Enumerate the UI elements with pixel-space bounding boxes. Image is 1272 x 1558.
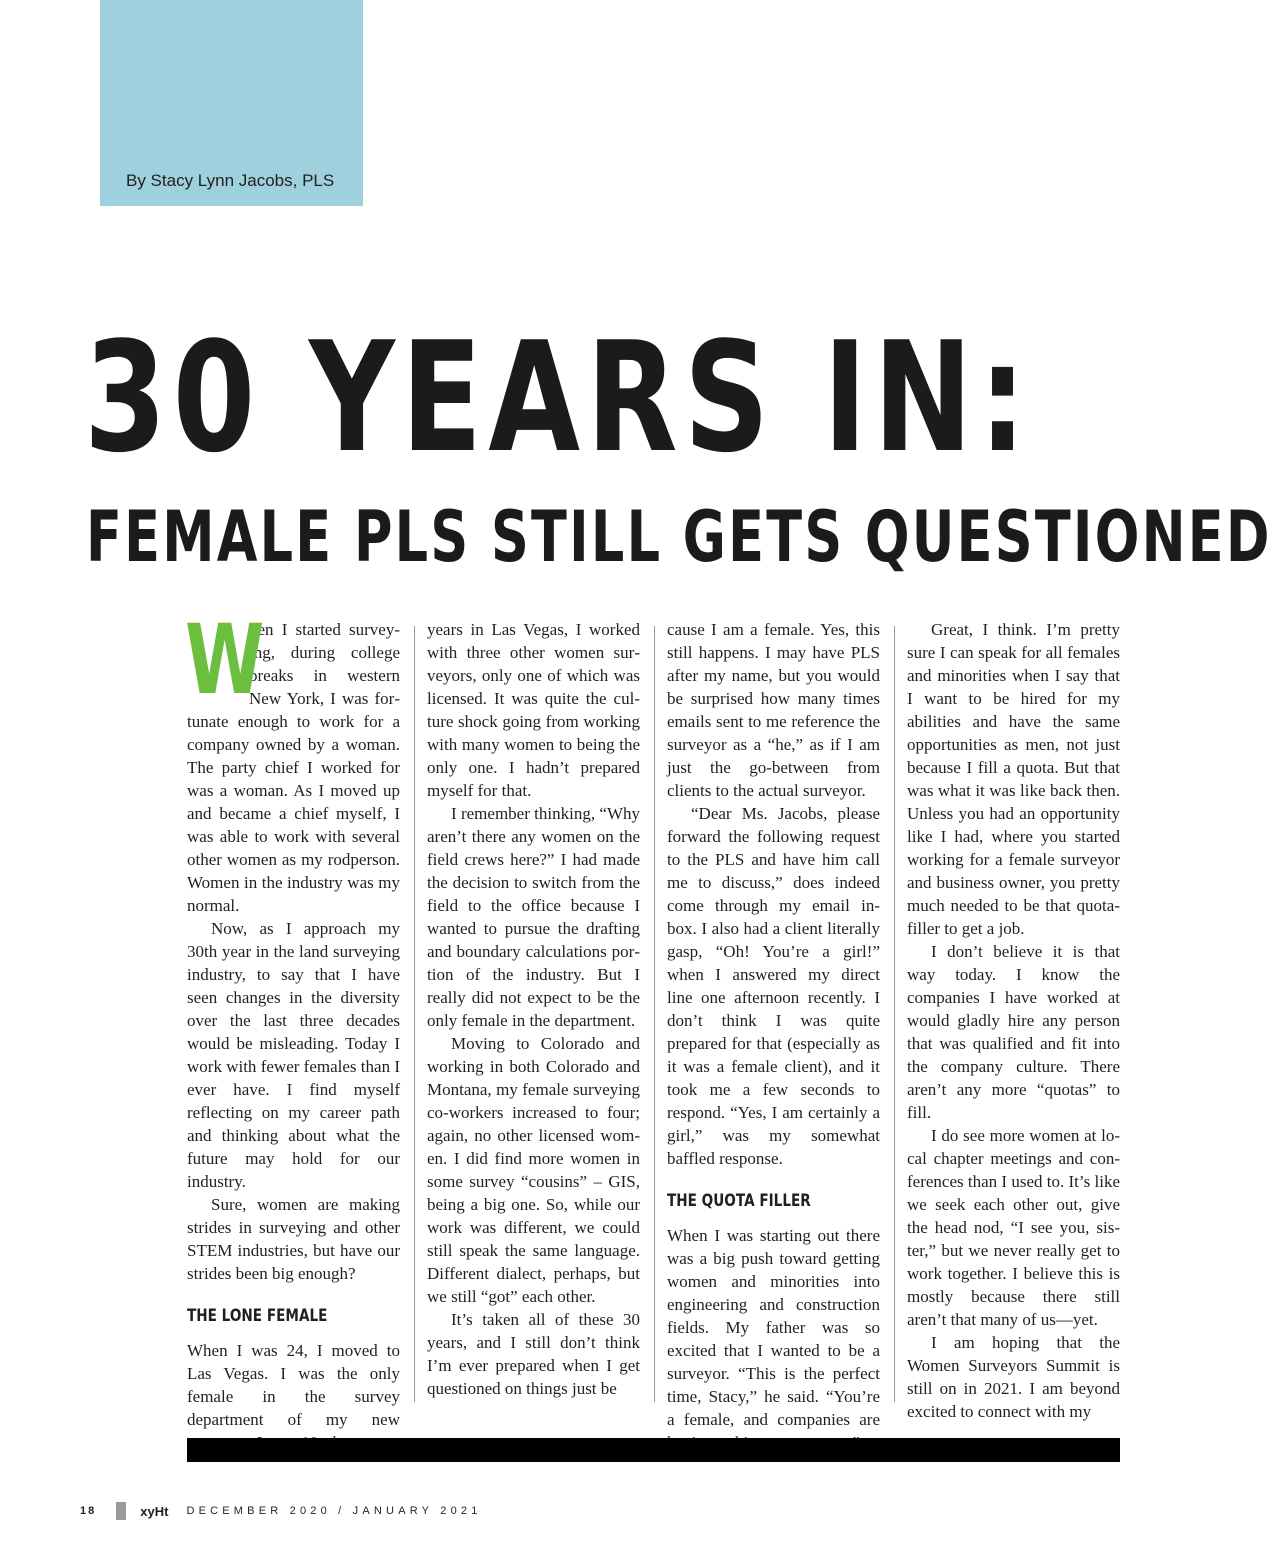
footer-divider bbox=[116, 1502, 126, 1520]
paragraph: I do see more women at local chapter meetings and conferences than I used to. It’s like we seek each other out, give the head nod, “I see you, sister,” but we never really get to work together. I believe this is mostly because there still aren’t that many of us—yet. bbox=[907, 1126, 1120, 1329]
drop-cap: W bbox=[185, 604, 265, 716]
paragraph: Sure, women are making strides in surveying and other STEM industries, but have our strides been big enough? bbox=[187, 1195, 400, 1283]
column-divider bbox=[414, 626, 415, 1402]
paragraph: It’s taken all of these 30 years, and I still don’t think I’m ever prepared when I get questioned on things just be bbox=[427, 1310, 640, 1398]
publication-name: xyHt bbox=[140, 1503, 169, 1519]
article-subtitle: FEMALE PLS STILL GETS QUESTIONED bbox=[86, 496, 1272, 578]
paragraph: I am hoping that the Women Surveyors Summit is still on in 2021. I am beyond excited to connect with my bbox=[907, 1333, 1120, 1421]
article-body bbox=[185, 604, 1120, 1429]
paragraph: years in Las Vegas, I worked with three other women surveyors, only one of which was licensed. It was quite the culture shock going from working with many women to being the only one. I hadn’t prepared myself for that. bbox=[427, 620, 640, 800]
column-divider bbox=[654, 626, 655, 1402]
text-column-4 bbox=[907, 618, 1120, 1421]
paragraph: Now, as I approach my 30th year in the land surveying industry, to say that I have seen changes in the diversity over the last three decades would be misleading. Today I work with fewer females than I ever have. I find myself reflecting on my career path and thinking about what the future may hold for our industry. bbox=[187, 919, 400, 1191]
author-byline: By Stacy Lynn Jacobs, PLS bbox=[126, 171, 335, 190]
text-column-1 bbox=[185, 604, 400, 1429]
article-title: 30 YEARS IN: bbox=[84, 309, 1033, 486]
paragraph: I remember thinking, “Why aren’t there any women on the field crews here?” I had made the decision to switch from the field to the office because I wanted to pursue the drafting and boundary calculations portion of the industry. But I really did not expect to be the only female in the department. bbox=[427, 804, 640, 1030]
footer-bar bbox=[187, 1438, 1120, 1462]
paragraph: Great, I think. I’m pretty sure I can speak for all females and minorities when I say that I want to be hired for my abilities and have the same opportunities as men, not just because I fill a quota. But that was what it was like back then. Unless you had an opportunity like I had, where you started working for a female surveyor and business owner, you pretty much needed to be that quota-filler to get a job. bbox=[907, 620, 1120, 938]
text-column-2 bbox=[427, 618, 640, 1408]
page-number: 18 bbox=[80, 1505, 97, 1517]
paragraph: I don’t believe it is that way today. I know the companies I have worked at would gladly hire any person that was qualified and fit into the company culture. There aren’t any more “quotas” to fill. bbox=[907, 942, 1120, 1122]
paragraph: Moving to Colorado and working in both Colorado and Montana, my female surveying co-workers increased to four; again, no other licensed women. I did find more women in some survey “cousins” – GIS, being a big one. So, while our work was different, we could still speak the same language. Different dialect, perhaps, but we still “got” each other. bbox=[427, 1034, 640, 1306]
paragraph: cause I am a female. Yes, this still happens. I may have PLS after my name, but you would be surprised how many times emails sent to me reference the surveyor as a “he,” as if I am just the go-between from clients to the actual surveyor. bbox=[667, 620, 880, 800]
page-footer bbox=[80, 1499, 482, 1523]
issue-date: DECEMBER 2020 / JANUARY 2021 bbox=[186, 1505, 482, 1517]
paragraph: hen I started surveying, during college breaks in western New York, I was fortunate enough to work for a company owned by a woman. The party chief I worked for was a woman. As I moved up and became a chief myself, I was able to work with several other women as my rodperson. Women in the industry was my normal. bbox=[187, 620, 400, 915]
section-heading: THE QUOTA FILLER bbox=[667, 1191, 811, 1211]
text-column-3 bbox=[667, 618, 880, 1429]
section-heading: THE LONE FEMALE bbox=[187, 1306, 328, 1326]
column-divider bbox=[894, 626, 895, 1402]
paragraph: When I was starting out there was a big push toward getting women and minorities into engineering and construction fields. My father was so excited that I wanted to be a surveyor. “This is the perfect time, Stacy,” he said. “You’re a female, and companies are bbox=[667, 1226, 880, 1429]
paragraph: When I was 24, I moved to Las Vegas. I was the only female in the survey department of my new bbox=[187, 1341, 400, 1429]
paragraph: “Dear Ms. Jacobs, please forward the following request to the PLS and have him call me to discuss,” does indeed come through my email in-box. I also had a client literally gasp, “Oh! You’re a girl!” when I answered my direct line one afternoon recently. I don’t think I was quite prepared for that (especially as it was a female client), and it took me a few seconds to respond. “Yes, I am certainly a girl,” was my somewhat baffled response. bbox=[667, 804, 880, 1168]
